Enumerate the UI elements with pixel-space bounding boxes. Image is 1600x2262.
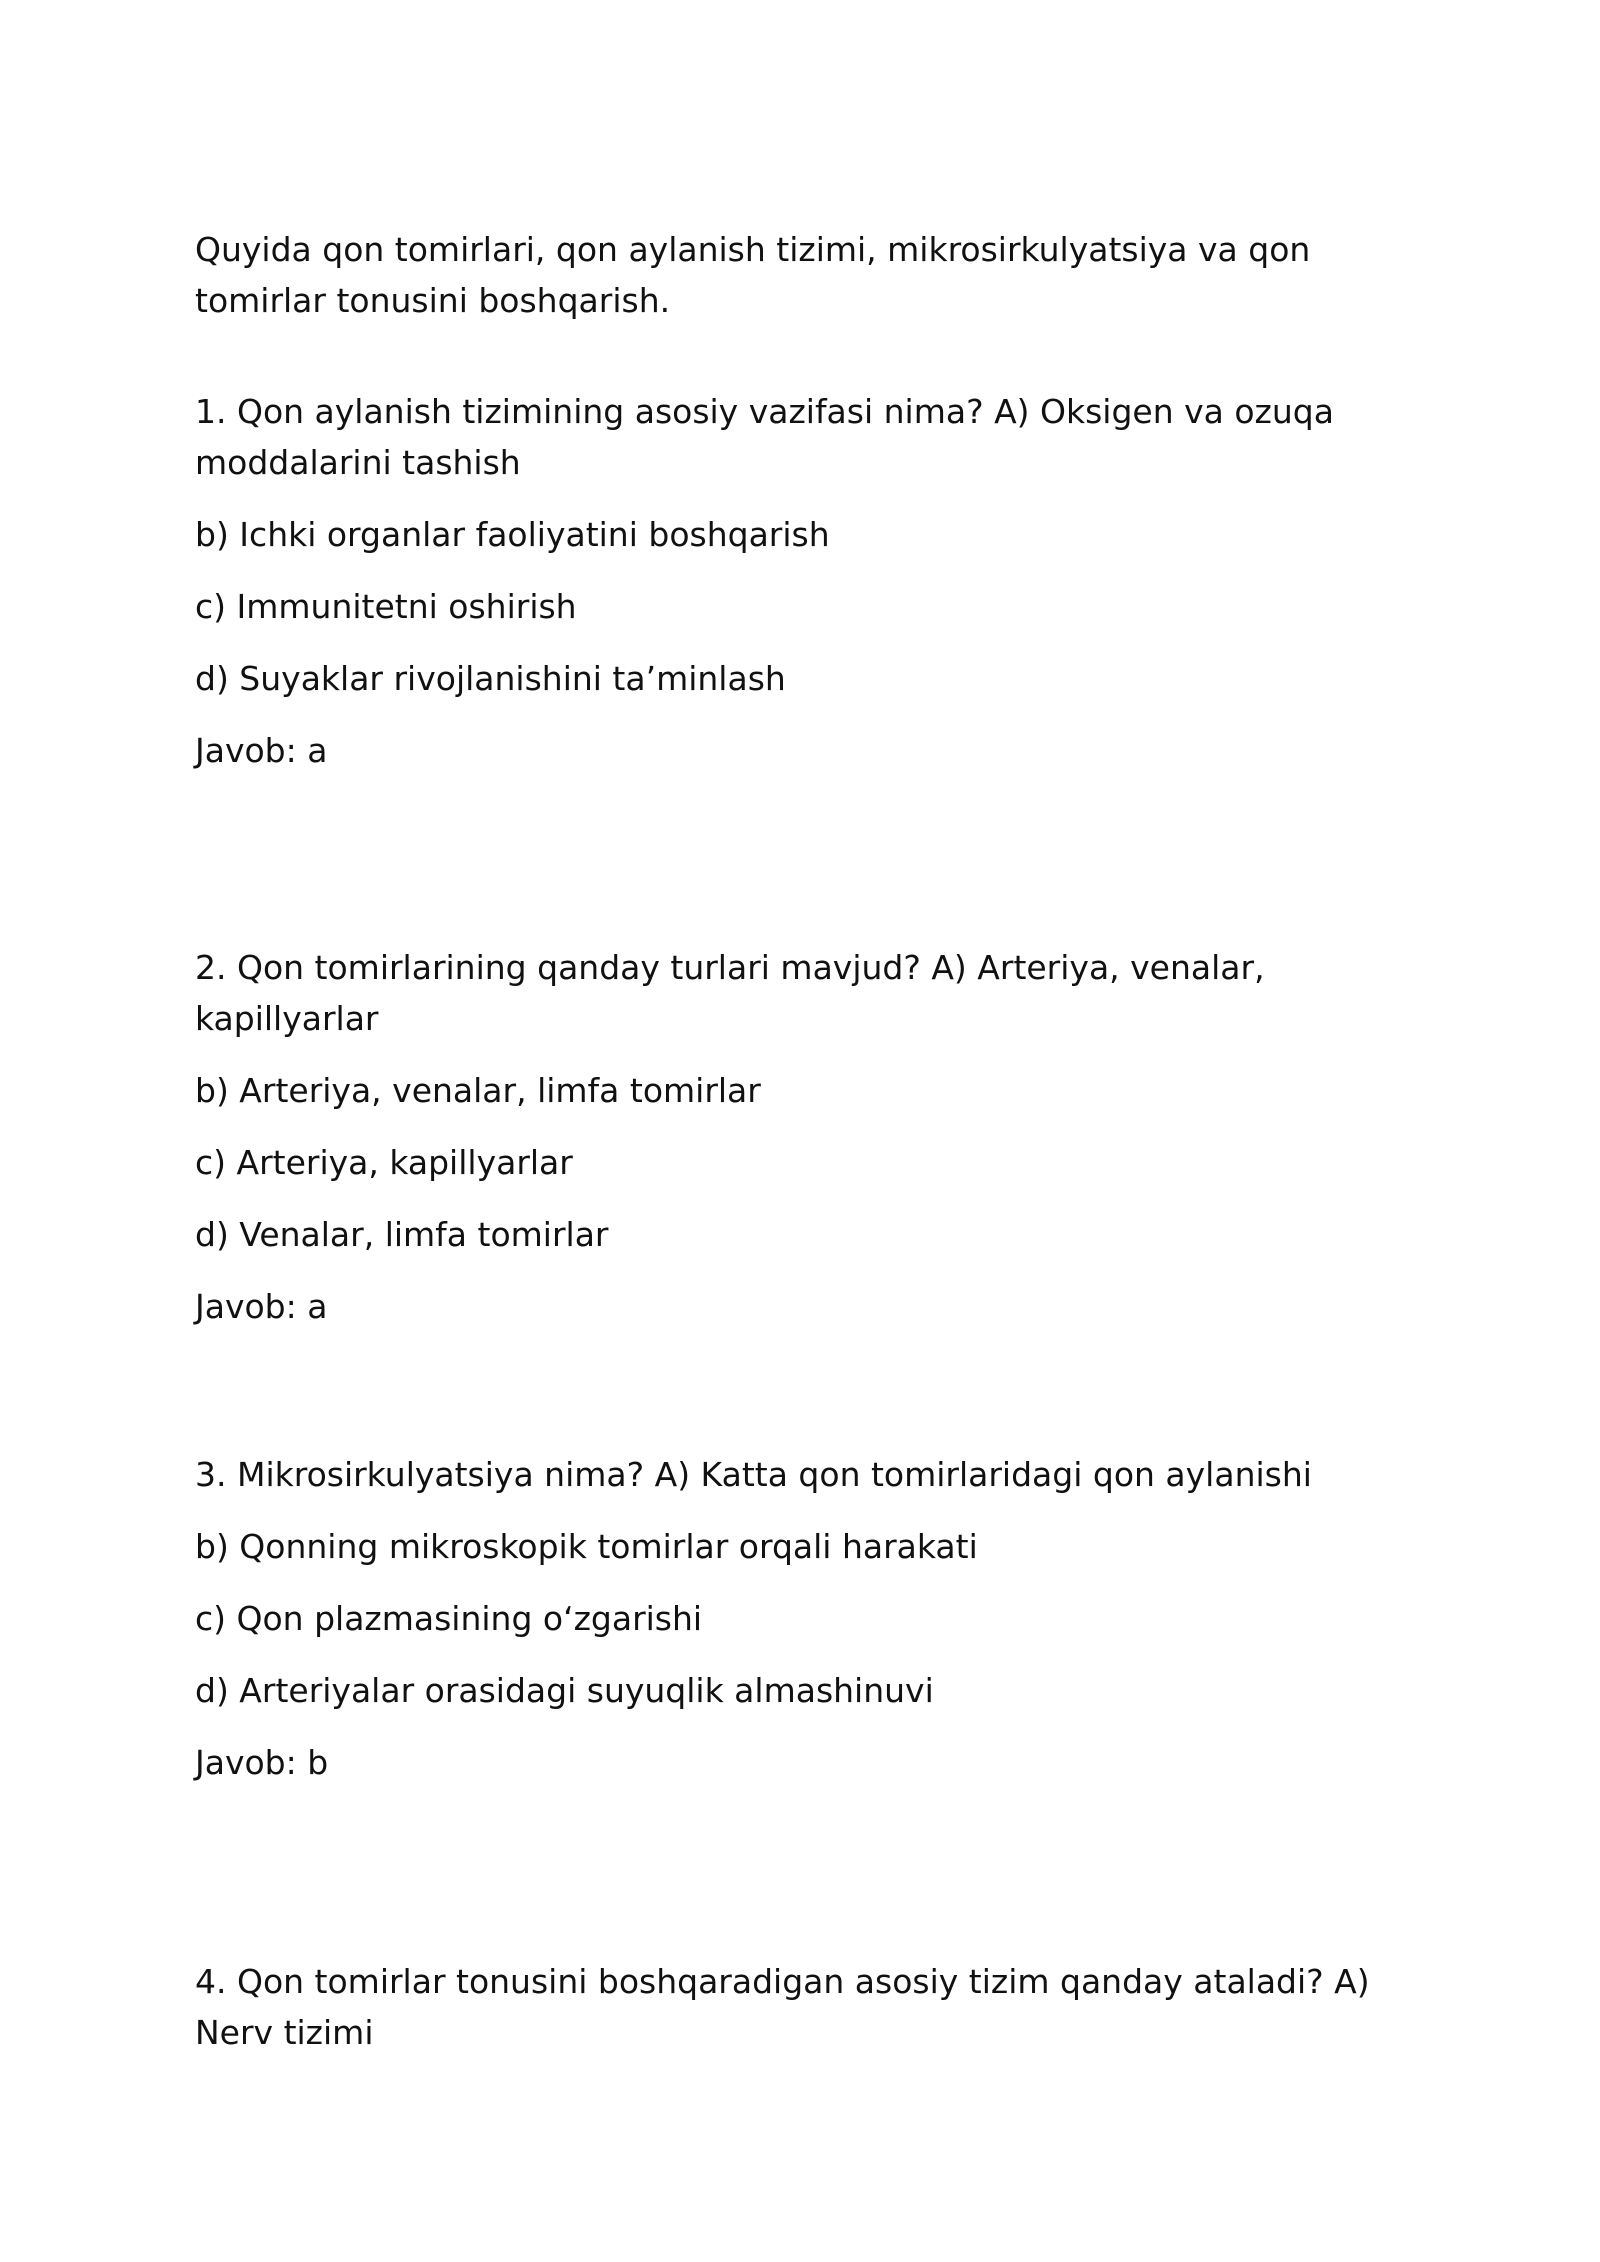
option-c: c) Arteriya, kapillyarlar [195, 1143, 573, 1182]
answer-line: Javob: a [195, 731, 328, 770]
option-b: b) Ichki organlar faoliyatini boshqarish [195, 515, 830, 554]
answer-line: Javob: a [195, 1287, 328, 1326]
option-c: c) Immunitetni oshirish [195, 587, 577, 626]
question-block-1 [195, 386, 1385, 776]
intro-paragraph: Quyida qon tomirlari, qon aylanish tizimi, mikrosirkulyatsiya va qon tomirlar tonusini boshqarish. [195, 230, 1311, 320]
question-text: 1. Qon aylanish tizimining asosiy vazifasi nima? A) Oksigen va ozuqa moddalarini tashish [195, 392, 1334, 482]
question-text: 2. Qon tomirlarining qanday turlari mavjud? A) Arteriya, venalar, kapillyarlar [195, 948, 1265, 1038]
option-c: c) Qon plazmasining o‘zgarishi [195, 1599, 703, 1638]
option-b: b) Arteriya, venalar, limfa tomirlar [195, 1071, 761, 1110]
option-d: d) Arteriyalar orasidagi suyuqlik almashinuvi [195, 1671, 934, 1710]
option-d: d) Suyaklar rivojlanishini ta’minlash [195, 659, 786, 698]
question-block-4 [195, 1956, 1385, 2058]
question-block-3 [195, 1449, 1385, 1788]
question-text: 3. Mikrosirkulyatsiya nima? A) Katta qon tomirlaridagi qon aylanishi [195, 1455, 1312, 1494]
option-b: b) Qonning mikroskopik tomirlar orqali harakati [195, 1527, 978, 1566]
question-text: 4. Qon tomirlar tonusini boshqaradigan asosiy tizim qanday ataladi? A) Nerv tizimi [195, 1962, 1370, 2052]
question-block-2 [195, 942, 1385, 1332]
option-d: d) Venalar, limfa tomirlar [195, 1215, 609, 1254]
answer-line: Javob: b [195, 1743, 329, 1782]
